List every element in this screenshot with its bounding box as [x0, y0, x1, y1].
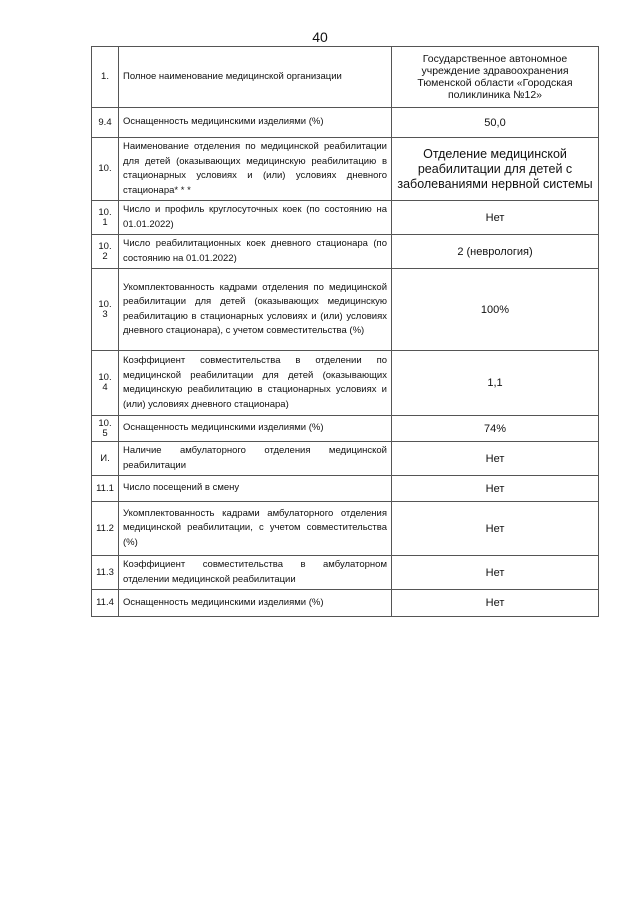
row-value: Нет	[392, 502, 599, 556]
row-label: Укомплектованность кадрами амбулаторного отделения медицинской реабилитации, с учетом совместительства (%)	[119, 502, 392, 556]
row-number: 11.2	[92, 502, 119, 556]
row-value: 1,1	[392, 351, 599, 416]
row-value: Нет	[392, 476, 599, 502]
row-value: Нет	[392, 590, 599, 617]
row-label: Оснащенность медицинскими изделиями (%)	[119, 590, 392, 617]
row-value: Отделение медицинской реабилитации для детей с заболеваниями нервной системы	[392, 138, 599, 201]
row-label: Оснащенность медицинскими изделиями (%)	[119, 416, 392, 442]
row-number: И.	[92, 442, 119, 476]
row-number: 11.4	[92, 590, 119, 617]
row-value: 74%	[392, 416, 599, 442]
row-value: 100%	[392, 269, 599, 351]
row-value: 2 (неврология)	[392, 235, 599, 269]
table-row	[92, 416, 599, 442]
row-label: Укомплектованность кадрами отделения по медицинской реабилитации для детей (оказывающих медицинскую реабилитацию в стационарных условиях и (или) условиях дневного стационара), с учетом совместительства (%)	[119, 269, 392, 351]
table-row	[92, 476, 599, 502]
row-label: Наименование отделения по медицинской реабилитации для детей (оказывающих медицинскую реабилитацию в стационарных условиях и (или) условиях дневного стационара* * *	[119, 138, 392, 201]
row-label: Коэффициент совместительства в амбулаторном отделении медицинской реабилитации	[119, 556, 392, 590]
table-row	[92, 108, 599, 138]
row-value: Нет	[392, 556, 599, 590]
row-number: 11.3	[92, 556, 119, 590]
table-row	[92, 47, 599, 108]
row-number: 1.	[92, 47, 119, 108]
row-label: Число посещений в смену	[119, 476, 392, 502]
row-number: 9.4	[92, 108, 119, 138]
row-number: 10.3	[92, 269, 119, 351]
row-number: 11.1	[92, 476, 119, 502]
table-row	[92, 556, 599, 590]
table-row	[92, 235, 599, 269]
row-number: 10.2	[92, 235, 119, 269]
page-number: 40	[312, 29, 328, 45]
row-value: 50,0	[392, 108, 599, 138]
row-value: Нет	[392, 442, 599, 476]
row-label: Оснащенность медицинскими изделиями (%)	[119, 108, 392, 138]
row-number: 10.	[92, 138, 119, 201]
row-label: Наличие амбулаторного отделения медицинской реабилитации	[119, 442, 392, 476]
table-row	[92, 138, 599, 201]
row-label: Полное наименование медицинской организации	[119, 47, 392, 108]
table-row	[92, 201, 599, 235]
table-row	[92, 590, 599, 617]
row-number: 10.1	[92, 201, 119, 235]
info-table	[91, 46, 599, 617]
table-row	[92, 269, 599, 351]
row-label: Число реабилитационных коек дневного стационара (по состоянию на 01.01.2022)	[119, 235, 392, 269]
row-label: Коэффициент совместительства в отделении по медицинской реабилитации для детей (оказывающих медицинскую реабилитацию в стационарных условиях и (или) условиях дневного стационара)	[119, 351, 392, 416]
table-row	[92, 351, 599, 416]
table-row	[92, 502, 599, 556]
row-label: Число и профиль круглосуточных коек (по состоянию на 01.01.2022)	[119, 201, 392, 235]
row-value: Нет	[392, 201, 599, 235]
row-number: 10.4	[92, 351, 119, 416]
row-value: Государственное автономное учреждение здравоохранения Тюменской области «Городская поликлиника №12»	[392, 47, 599, 108]
table-row	[92, 442, 599, 476]
row-number: 10.5	[92, 416, 119, 442]
